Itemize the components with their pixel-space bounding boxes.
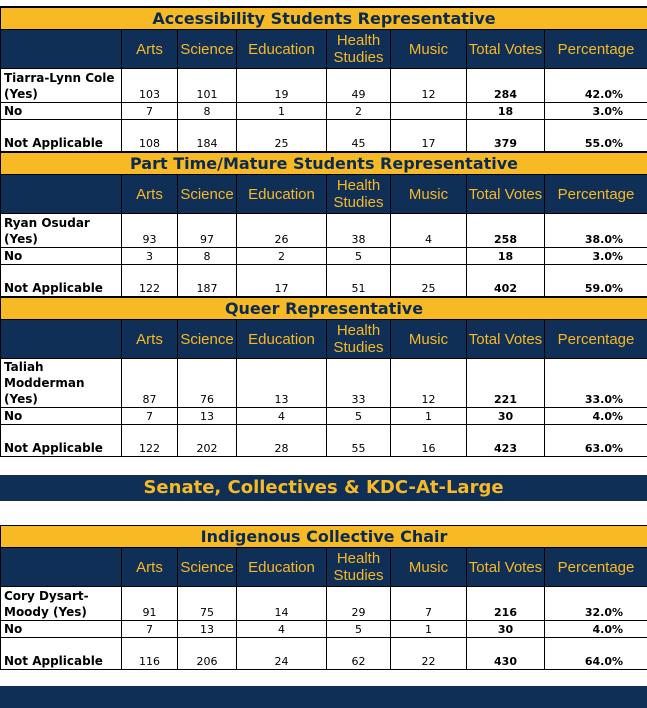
spacer — [0, 501, 647, 525]
row-label: No — [1, 621, 122, 638]
row-label: Cory Dysart-Moody (Yes) — [1, 587, 122, 621]
cell-education: 4 — [237, 621, 327, 638]
cell-arts: 91 — [122, 587, 178, 621]
table-row — [1, 69, 647, 103]
cell-health: 5 — [327, 408, 391, 425]
cell-pct: 55.0% — [545, 120, 647, 152]
table-row — [1, 587, 647, 621]
results-table — [0, 525, 647, 670]
column-header: Education — [237, 548, 327, 587]
cell-science: 202 — [178, 425, 237, 457]
column-header: Percentage — [545, 175, 647, 214]
cell-music: 17 — [391, 120, 467, 152]
cell-total: 216 — [467, 587, 545, 621]
column-header: Percentage — [545, 320, 647, 359]
table-title: Accessibility Students Representative — [1, 8, 647, 30]
row-label: No — [1, 103, 122, 120]
top-strip — [0, 0, 647, 7]
cell-music: 1 — [391, 408, 467, 425]
cell-education: 19 — [237, 69, 327, 103]
column-header: Education — [237, 30, 327, 69]
cell-science: 76 — [178, 359, 237, 408]
cell-total: 258 — [467, 214, 545, 248]
column-header: Total Votes — [467, 548, 545, 587]
cell-health: 5 — [327, 621, 391, 638]
table-row — [1, 638, 647, 670]
results-table — [0, 7, 647, 152]
cell-arts: 108 — [122, 120, 178, 152]
row-label: Not Applicable — [1, 265, 122, 297]
cell-health: 2 — [327, 103, 391, 120]
cell-music — [391, 248, 467, 265]
cell-music: 16 — [391, 425, 467, 457]
bottom-band — [0, 686, 647, 708]
cell-health: 29 — [327, 587, 391, 621]
table-title: Queer Representative — [1, 298, 647, 320]
column-header: Total Votes — [467, 30, 545, 69]
column-header: Music — [391, 548, 467, 587]
cell-pct: 32.0% — [545, 587, 647, 621]
section-title: Senate, Collectives & KDC-At-Large — [0, 475, 647, 501]
cell-education: 17 — [237, 265, 327, 297]
column-header: Health Studies — [327, 320, 391, 359]
cell-total: 379 — [467, 120, 545, 152]
header-blank — [1, 175, 122, 214]
cell-science: 8 — [178, 103, 237, 120]
spacer — [0, 670, 647, 686]
row-label: Not Applicable — [1, 120, 122, 152]
cell-pct: 63.0% — [545, 425, 647, 457]
cell-music — [391, 103, 467, 120]
cell-total: 284 — [467, 69, 545, 103]
table-title: Indigenous Collective Chair — [1, 526, 647, 548]
cell-arts: 122 — [122, 425, 178, 457]
cell-music: 7 — [391, 587, 467, 621]
cell-science: 8 — [178, 248, 237, 265]
column-header: Health Studies — [327, 548, 391, 587]
column-header: Science — [178, 548, 237, 587]
column-header: Arts — [122, 30, 178, 69]
cell-education: 2 — [237, 248, 327, 265]
cell-total: 30 — [467, 408, 545, 425]
cell-education: 14 — [237, 587, 327, 621]
cell-total: 423 — [467, 425, 545, 457]
cell-education: 25 — [237, 120, 327, 152]
table-row — [1, 248, 647, 265]
row-label: Not Applicable — [1, 638, 122, 670]
cell-pct: 4.0% — [545, 621, 647, 638]
cell-health: 45 — [327, 120, 391, 152]
cell-science: 97 — [178, 214, 237, 248]
table-title: Part Time/Mature Students Representative — [1, 153, 647, 175]
representative-tables — [0, 7, 647, 457]
cell-science: 13 — [178, 621, 237, 638]
cell-health: 51 — [327, 265, 391, 297]
column-header: Science — [178, 320, 237, 359]
cell-total: 18 — [467, 103, 545, 120]
cell-health: 38 — [327, 214, 391, 248]
cell-arts: 93 — [122, 214, 178, 248]
cell-science: 187 — [178, 265, 237, 297]
cell-education: 4 — [237, 408, 327, 425]
table-row — [1, 120, 647, 152]
cell-health: 62 — [327, 638, 391, 670]
table-row — [1, 425, 647, 457]
column-header: Arts — [122, 320, 178, 359]
cell-arts: 7 — [122, 408, 178, 425]
cell-total: 430 — [467, 638, 545, 670]
cell-science: 13 — [178, 408, 237, 425]
cell-total: 402 — [467, 265, 545, 297]
table-row — [1, 214, 647, 248]
cell-pct: 4.0% — [545, 408, 647, 425]
column-header: Arts — [122, 175, 178, 214]
cell-music: 22 — [391, 638, 467, 670]
cell-total: 221 — [467, 359, 545, 408]
cell-pct: 59.0% — [545, 265, 647, 297]
row-label: Tiarra-Lynn Cole (Yes) — [1, 69, 122, 103]
column-header: Music — [391, 175, 467, 214]
table-row — [1, 265, 647, 297]
cell-arts: 7 — [122, 103, 178, 120]
cell-arts: 87 — [122, 359, 178, 408]
column-header: Music — [391, 30, 467, 69]
cell-arts: 116 — [122, 638, 178, 670]
column-header: Health Studies — [327, 30, 391, 69]
header-blank — [1, 30, 122, 69]
cell-education: 13 — [237, 359, 327, 408]
cell-education: 28 — [237, 425, 327, 457]
cell-science: 101 — [178, 69, 237, 103]
cell-education: 24 — [237, 638, 327, 670]
cell-music: 12 — [391, 69, 467, 103]
column-header: Percentage — [545, 30, 647, 69]
row-label: No — [1, 408, 122, 425]
cell-pct: 3.0% — [545, 103, 647, 120]
cell-health: 33 — [327, 359, 391, 408]
cell-pct: 42.0% — [545, 69, 647, 103]
cell-total: 18 — [467, 248, 545, 265]
cell-science: 184 — [178, 120, 237, 152]
cell-arts: 122 — [122, 265, 178, 297]
results-table — [0, 152, 647, 297]
cell-education: 1 — [237, 103, 327, 120]
cell-health: 49 — [327, 69, 391, 103]
cell-pct: 38.0% — [545, 214, 647, 248]
column-header: Health Studies — [327, 175, 391, 214]
cell-health: 5 — [327, 248, 391, 265]
cell-pct: 3.0% — [545, 248, 647, 265]
column-header: Arts — [122, 548, 178, 587]
cell-total: 30 — [467, 621, 545, 638]
column-header: Education — [237, 175, 327, 214]
cell-arts: 103 — [122, 69, 178, 103]
spacer — [0, 457, 647, 475]
cell-pct: 33.0% — [545, 359, 647, 408]
cell-music: 4 — [391, 214, 467, 248]
cell-science: 206 — [178, 638, 237, 670]
table-row — [1, 621, 647, 638]
cell-science: 75 — [178, 587, 237, 621]
cell-arts: 7 — [122, 621, 178, 638]
row-label: Not Applicable — [1, 425, 122, 457]
column-header: Science — [178, 175, 237, 214]
row-label: Taliah Modderman (Yes) — [1, 359, 122, 408]
cell-education: 26 — [237, 214, 327, 248]
cell-music: 12 — [391, 359, 467, 408]
column-header: Music — [391, 320, 467, 359]
table-row — [1, 103, 647, 120]
table-row — [1, 408, 647, 425]
cell-music: 1 — [391, 621, 467, 638]
column-header: Total Votes — [467, 320, 545, 359]
header-blank — [1, 548, 122, 587]
results-table — [0, 297, 647, 457]
header-blank — [1, 320, 122, 359]
column-header: Percentage — [545, 548, 647, 587]
column-header: Science — [178, 30, 237, 69]
cell-pct: 64.0% — [545, 638, 647, 670]
row-label: No — [1, 248, 122, 265]
row-label: Ryan Osudar (Yes) — [1, 214, 122, 248]
collective-tables — [0, 525, 647, 670]
column-header: Total Votes — [467, 175, 545, 214]
table-row — [1, 359, 647, 408]
cell-arts: 3 — [122, 248, 178, 265]
column-header: Education — [237, 320, 327, 359]
cell-music: 25 — [391, 265, 467, 297]
cell-health: 55 — [327, 425, 391, 457]
